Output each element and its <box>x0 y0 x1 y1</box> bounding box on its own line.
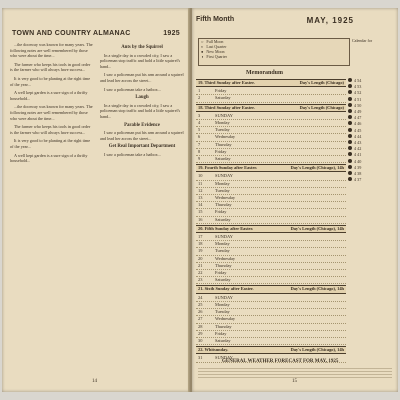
moon-icon: ○ <box>201 39 204 44</box>
moon-icon <box>348 115 352 119</box>
moon-icon <box>348 121 352 125</box>
moon-icon <box>348 109 352 113</box>
day-number: 25 <box>198 301 203 307</box>
day-name: Friday <box>215 270 227 276</box>
sunrise-time: 4 51 <box>354 96 362 102</box>
day-name: Monday <box>215 120 230 126</box>
left-page-number: 14 <box>92 379 97 384</box>
day-number: 3 <box>198 112 201 118</box>
day-name: Saturday <box>215 277 231 283</box>
day-name: Wednesday <box>215 255 236 261</box>
days-length: Day's Length (Chicago), 14h <box>290 165 344 171</box>
day-number: 22 <box>198 270 203 276</box>
moon-phase: ○ Full Moon <box>201 39 224 44</box>
day-number: 13 <box>198 195 203 201</box>
moon-phase: ◑ First Quarter <box>201 54 227 59</box>
week-header <box>196 104 346 112</box>
day-number: 23 <box>198 277 203 283</box>
calendar-day-row <box>196 127 346 134</box>
paragraph: In a single day in a crowded city, I saw a policeman stop traffic and hold a little squirrel's hand... <box>100 52 181 69</box>
day-number: 6 <box>198 134 201 140</box>
day-number: 26 <box>198 309 203 315</box>
calendar-day-row <box>196 202 346 209</box>
day-name: Thursday <box>215 323 232 329</box>
day-number: 30 <box>198 337 203 343</box>
days-length: Day's Length (Chicago), 14h <box>290 286 344 292</box>
sunrise-time: 4 50 <box>354 102 362 108</box>
moon-icon <box>348 90 352 94</box>
day-name: Wednesday <box>215 195 236 201</box>
day-name: Friday <box>215 209 227 215</box>
calendar-day-row <box>196 217 346 224</box>
moon-icon <box>348 146 352 150</box>
day-name: Monday <box>215 180 230 186</box>
paragraph: A well kept garden is a sure sign of a thrifty household... <box>10 90 88 101</box>
day-name: Saturday <box>215 95 231 101</box>
sunrise-time: 4 46 <box>354 121 362 127</box>
day-number: 8 <box>198 148 201 154</box>
day-number: 10 <box>198 173 203 179</box>
day-name: Friday <box>215 88 227 94</box>
calendar-day-row <box>196 173 346 180</box>
week-header <box>196 225 346 233</box>
memorandum-label: Memorandum <box>246 70 283 76</box>
moon-icon <box>348 177 352 181</box>
week-header <box>196 79 346 87</box>
day-name: Thursday <box>215 202 232 208</box>
sunrise-time: 4 53 <box>354 84 362 90</box>
day-number: 24 <box>198 294 203 300</box>
day-number: 14 <box>198 202 203 208</box>
day-number: 1 <box>198 88 201 94</box>
day-number: 20 <box>198 255 203 261</box>
calendar-day-row <box>196 156 346 163</box>
calendar-day-row <box>196 113 346 120</box>
day-number: 9 <box>198 156 201 162</box>
paragraph: I saw a policeman take a hatbox... <box>104 86 161 92</box>
month-title: MAY, 1925 <box>306 16 354 25</box>
day-number: 28 <box>198 323 203 329</box>
right-page <box>192 8 398 392</box>
day-number: 29 <box>198 330 203 336</box>
calendar-day-row <box>196 195 346 202</box>
moon-icon: ◐ <box>201 44 204 49</box>
sunrise-time: 4 37 <box>354 177 362 183</box>
calendar-day-row <box>196 142 346 149</box>
calendar-day-row <box>196 241 346 248</box>
day-number: 11 <box>198 180 203 186</box>
moon-phase: ● New Moon <box>201 49 225 54</box>
day-number: 4 <box>198 120 201 126</box>
day-number: 19 <box>198 248 203 254</box>
day-name: Saturday <box>215 156 231 162</box>
right-page-number: 15 <box>292 379 297 384</box>
sunrise-time: 4 45 <box>354 127 362 133</box>
calendar-day-row <box>196 95 346 102</box>
day-name: SUNDAY <box>215 234 233 240</box>
moon-icon <box>348 84 352 88</box>
calendar-day-row <box>196 324 346 331</box>
day-number: 17 <box>198 234 203 240</box>
moon-phases-box <box>198 38 350 66</box>
days-length: Day's Length (Chicago), 14h <box>290 225 344 231</box>
sunrise-time: 4 42 <box>354 146 362 152</box>
paragraph: ...the doorway was known for many years. The following notes are well remembered by those who were about the time... <box>10 104 93 121</box>
calendar-day-row <box>196 209 346 216</box>
paragraph: It is very good to be planting at the right time of the year... <box>10 75 91 87</box>
days-length: Day's Length (Chicago) <box>299 80 344 85</box>
day-name: Wednesday <box>215 316 236 322</box>
sunrise-time: 4 41 <box>354 152 362 158</box>
sunrise-row <box>348 177 396 183</box>
calendar-day-row <box>196 277 346 284</box>
left-page <box>2 8 191 392</box>
paragraph: ...the doorway was known for many years. The following notes are well remembered by those who were about the time... <box>10 42 93 59</box>
day-number: 2 <box>198 95 201 101</box>
sunrise-time: 4 52 <box>354 90 362 96</box>
moon-icon <box>348 97 352 101</box>
right-header <box>196 16 394 40</box>
sunrise-time: 4 38 <box>354 171 362 177</box>
calendar-day-row <box>196 88 346 95</box>
day-name: SUNDAY <box>215 294 233 300</box>
almanac-year: 1925 <box>163 30 180 37</box>
moon-phase: ◐ Last Quarter <box>201 44 227 49</box>
calendar-day-row <box>196 331 346 338</box>
day-name: Wednesday <box>215 134 236 140</box>
section-laugh: Laugh <box>135 95 149 101</box>
moon-icon <box>348 78 352 82</box>
paragraph: I saw a policeman put his arm around a squirrel and lead her across the street... <box>100 72 184 83</box>
week-title: 19. Fourth Sunday after Easter. <box>198 165 258 171</box>
day-name: SUNDAY <box>215 355 233 361</box>
sunrise-time: 4 40 <box>354 158 362 164</box>
poem-title: Ants by the Squirrel <box>121 45 163 50</box>
day-name: SUNDAY <box>215 173 233 179</box>
moon-icon <box>348 159 352 163</box>
week-title: 19. Third Sunday after Easter. <box>198 80 255 85</box>
week-header <box>196 285 346 293</box>
day-name: SUNDAY <box>215 112 233 118</box>
day-name: Friday <box>215 330 227 336</box>
sunrise-time: 4 39 <box>354 164 362 170</box>
moon-icon: ◑ <box>201 54 204 59</box>
day-name: Tuesday <box>215 248 230 254</box>
calendar-day-row <box>196 263 346 270</box>
moon-icon <box>348 171 352 175</box>
moon-icon <box>348 140 352 144</box>
day-name: Friday <box>215 148 227 154</box>
day-name: Monday <box>215 241 230 247</box>
paragraph: It is very good to be planting at the right time of the year... <box>10 138 91 149</box>
calendar-day-row <box>196 248 346 255</box>
day-name: Tuesday <box>215 127 230 133</box>
calendar-side-header: Calendar for <box>352 38 373 43</box>
paragraph: I saw a policeman take a hatbox... <box>104 151 161 157</box>
calendar-day-row <box>196 316 346 323</box>
week-header <box>196 346 346 354</box>
day-number: 5 <box>198 127 201 133</box>
day-name: Tuesday <box>215 309 230 315</box>
moon-icon <box>348 165 352 169</box>
left-column-2 <box>100 42 184 372</box>
day-number: 7 <box>198 141 201 147</box>
moon-icon <box>348 128 352 132</box>
calendar-day-row <box>196 134 346 141</box>
month-label: Fifth Month <box>196 16 235 23</box>
calendar-day-row <box>196 295 346 302</box>
weather-forecast-title: GENERAL WEATHER FORECAST FOR MAY, 1925 <box>222 359 339 364</box>
moon-icon <box>348 152 352 156</box>
sunrise-time: 4 54 <box>354 78 362 83</box>
calendar-table <box>196 78 346 363</box>
day-name: Saturday <box>215 337 231 343</box>
days-length: Day's Length (Chicago) <box>299 104 344 110</box>
days-length: Day's Length (Chicago), 14h <box>290 347 344 353</box>
calendar-day-row <box>196 256 346 263</box>
day-number: 16 <box>198 216 203 222</box>
calendar-day-row <box>196 302 346 309</box>
calendar-day-row <box>196 188 346 195</box>
day-name: Tuesday <box>215 187 230 193</box>
paragraph: The farmer who keeps his tools in good order is the farmer who will always have success... <box>10 124 91 135</box>
calendar-day-row <box>196 309 346 316</box>
day-name: Thursday <box>215 262 232 268</box>
calendar-day-row <box>196 149 346 156</box>
moon-icon <box>348 134 352 138</box>
day-name: Monday <box>215 301 230 307</box>
calendar-day-row <box>196 270 346 277</box>
left-header <box>12 30 180 37</box>
paragraph: In a single day in a crowded city, I saw a policeman stop traffic and hold a little squirrel's hand... <box>100 102 181 119</box>
day-number: 31 <box>198 355 203 361</box>
day-name: Thursday <box>215 141 232 147</box>
forecast-text <box>198 366 392 380</box>
calendar-day-row <box>196 234 346 241</box>
week-header <box>196 164 346 172</box>
paragraph: I saw a policeman put his arm around a squirrel and lead her across the street... <box>100 130 184 141</box>
section-department: Get Real Important Department <box>108 144 176 150</box>
week-title: 20. Fifth Sunday after Easter. <box>198 225 254 231</box>
day-number: 21 <box>198 262 203 268</box>
week-title: 18. Third Sunday after Easter. <box>198 104 255 110</box>
sunrise-time: 4 47 <box>354 115 362 121</box>
almanac-title: TOWN AND COUNTRY ALMANAC <box>12 30 131 37</box>
day-number: 27 <box>198 316 203 322</box>
day-number: 12 <box>198 187 203 193</box>
moon-icon: ● <box>201 49 204 54</box>
calendar-day-row <box>196 181 346 188</box>
calendar-day-row <box>196 120 346 127</box>
week-title: 22. Whitsunday. <box>198 347 229 353</box>
calendar-day-row <box>196 338 346 345</box>
sunrise-column <box>348 78 396 183</box>
section-parable: Parable Evidence <box>124 122 160 128</box>
sunrise-time: 4 49 <box>354 109 362 115</box>
paragraph: A well kept garden is a sure sign of a thrifty household... <box>10 152 88 164</box>
paragraph: The farmer who keeps his tools in good order is the farmer who will always have success... <box>10 61 91 73</box>
left-column-1 <box>10 42 94 372</box>
moon-icon <box>348 103 352 107</box>
day-number: 15 <box>198 209 203 215</box>
week-title: 21. Sixth Sunday after Easter. <box>198 286 254 292</box>
sunrise-time: 4 43 <box>354 140 362 146</box>
day-number: 18 <box>198 241 203 247</box>
day-name: Saturday <box>215 216 231 222</box>
sunrise-time: 4 44 <box>354 133 362 139</box>
left-columns <box>10 42 184 372</box>
